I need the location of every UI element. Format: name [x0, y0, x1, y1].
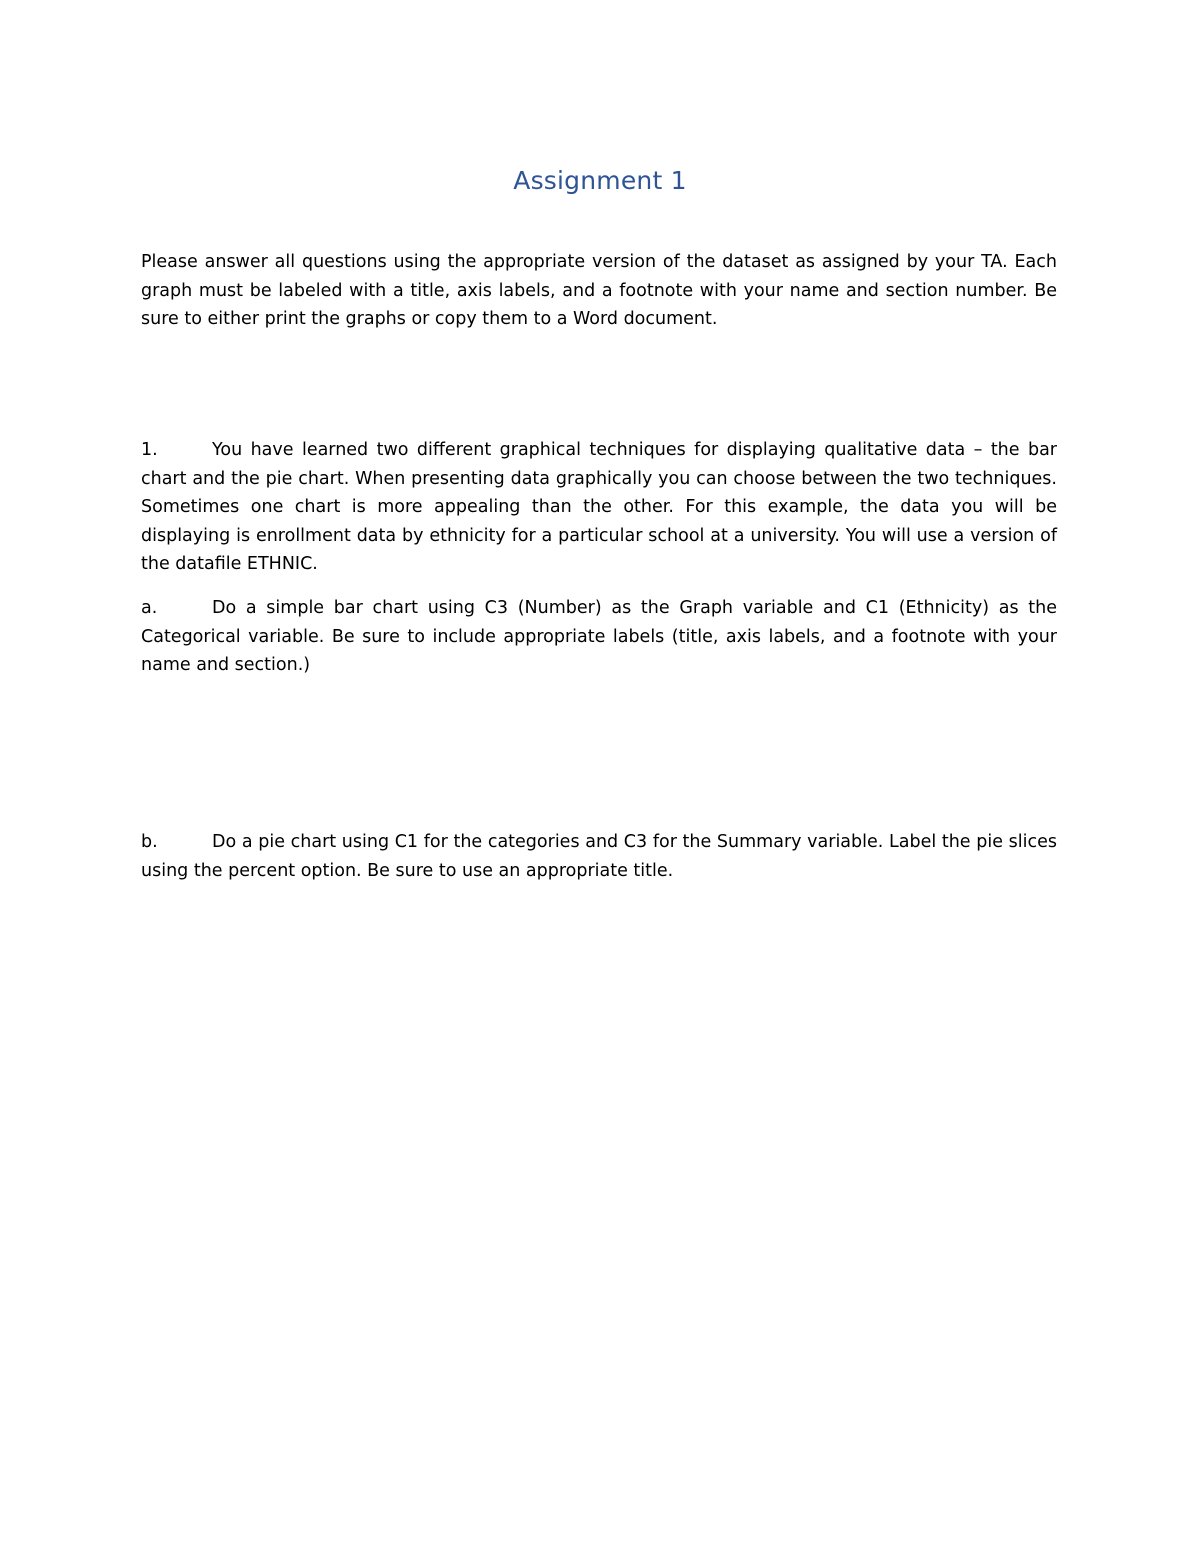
- question-text: Do a pie chart using C1 for the categories and C3 for the Summary variable. Label the pie slices using the percent option. Be sure to use an appropriate title.: [141, 832, 1057, 881]
- question-a: [141, 594, 1057, 680]
- question-marker: a.: [141, 598, 158, 618]
- question-marker: b.: [141, 832, 158, 852]
- document-title: Assignment 1: [513, 166, 687, 195]
- question-b: [141, 828, 1057, 885]
- intro-paragraph: Please answer all questions using the appropriate version of the dataset as assigned by your TA. Each graph must be labeled with a title, axis labels, and a footnote with your name and section number. Be sure to either print the graphs or copy them to a Word document.: [141, 252, 1057, 329]
- question-text: Do a simple bar chart using C3 (Number) as the Graph variable and C1 (Ethnicity) as the Categorical variable. Be sure to include appropriate labels (title, axis labels, and a footnote with your name and section.): [141, 598, 1057, 675]
- question-text: You have learned two different graphical techniques for displaying qualitative data – the bar chart and the pie chart. When presenting data graphically you can choose between the two techniques. Sometimes one chart is more appealing than the other. For this example, the data you will be displaying is enrollment data by ethnicity for a particular school at a university. You will use a version of the datafile ETHNIC.: [141, 440, 1057, 574]
- question-marker: 1.: [141, 440, 158, 460]
- question-1: [141, 436, 1057, 579]
